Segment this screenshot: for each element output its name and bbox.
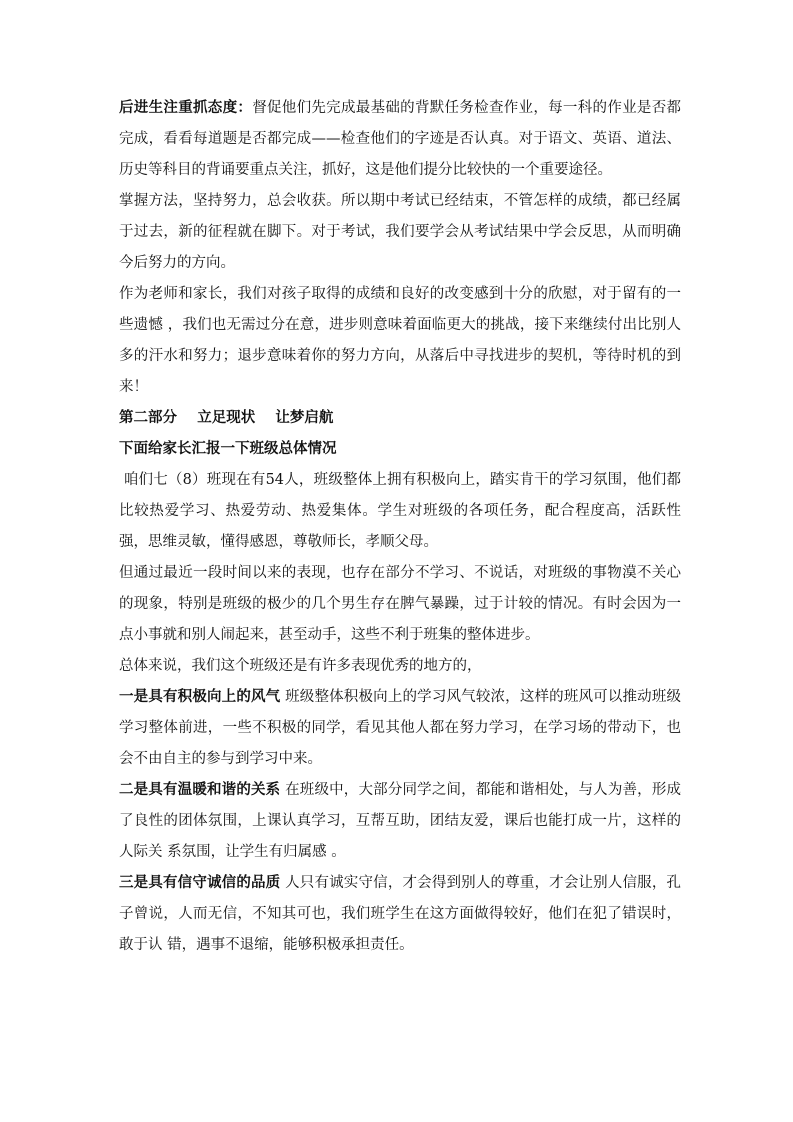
paragraph-point-one xyxy=(119,682,681,775)
paragraph-summary: 总体来说，我们这个班级还是有许多表现优秀的地方的， xyxy=(119,658,482,674)
section-subtitle: 下面给家长汇报一下班级总体情况 xyxy=(119,441,337,457)
paragraph-class-issues: 但通过最近一段时间以来的表现，也存在部分不学习、不说话，对班级的事物漠不关心的现象，特别是班级的极少的几个男生存在脾气暴躁，过于计较的情况。有时会因为一点小事就和别人闹起来，甚至动手，这些不利于班集的整体进步。 xyxy=(119,565,681,643)
paragraph-lead: 一是具有积极向上的风气 xyxy=(119,689,281,705)
paragraph-underperformers xyxy=(119,93,681,186)
paragraph-point-two xyxy=(119,775,681,868)
paragraph-lead: 二是具有温暖和谐的关系 xyxy=(119,782,281,798)
paragraph-body: 班级整体积极向上的学习风气较浓，这样的班风可以推动班级学习整体前进，一些不积极的同学，看见其他人都在努力学习，在学习场的带动下，也会不由自主的参与到学习中来。 xyxy=(119,689,682,767)
paragraph-methods: 掌握方法，坚持努力，总会收获。所以期中考试已经结束，不管怎样的成绩，都已经属于过去，新的征程就在脚下。对于考试，我们要学会从考试结果中学会反思，从而明确今后努力的方向。 xyxy=(119,193,681,271)
paragraph-point-three xyxy=(119,868,681,961)
paragraph-body: 人只有诚实守信，才会得到别人的尊重，才会让别人信服，孔子曾说，人而无信，不知其可也，我们班学生在这方面做得较好，他们在犯了错误时，敢于认 错，遇事不退缩，能够积极承担责任。 xyxy=(119,875,682,953)
paragraph-body: 督促他们先完成最基础的背默任务检查作业，每一科的作业是否都完成，看看每道题是否都完成——检查他们的字迹是否认真。对于语文、英语、道法、历史等科目的背诵要重点关注，抓好，这是他们提分比较快的一个重要途径。 xyxy=(119,100,682,178)
paragraph-lead: 三是具有信守诚信的品质 xyxy=(119,875,281,891)
section-title: 第二部分 立足现状 让梦启航 xyxy=(119,410,334,426)
paragraph-class-overview: 咱们七（8）班现在有54人，班级整体上拥有积极向上，踏实肯干的学习氛围，他们都比较热爱学习、热爱劳动、热爱集体。学生对班级的各项任务，配合程度高，活跃性强，思维灵敏，懂得感恩，尊敬师长，孝顺父母。 xyxy=(119,472,681,550)
document-page xyxy=(119,93,681,961)
paragraph-teachers-parents: 作为老师和家长，我们对孩子取得的成绩和良好的改变感到十分的欣慰，对于留有的一些遗憾 ，我们也无需过分在意，进步则意味着面临更大的挑战，接下来继续付出比别人多的汗水和努力；退步意味着你的努力方向，从落后中寻找进步的契机，等待时机的到来！ xyxy=(119,286,681,395)
paragraph-lead: 后进生注重抓态度： xyxy=(119,100,253,116)
paragraph-body: 在班级中，大部分同学之间，都能和谐相处，与人为善，形成了良性的团体氛围，上课认真学习，互帮互助，团结友爱，课后也能打成一片，这样的人际关 系氛围，让学生有归属感 。 xyxy=(119,782,682,860)
